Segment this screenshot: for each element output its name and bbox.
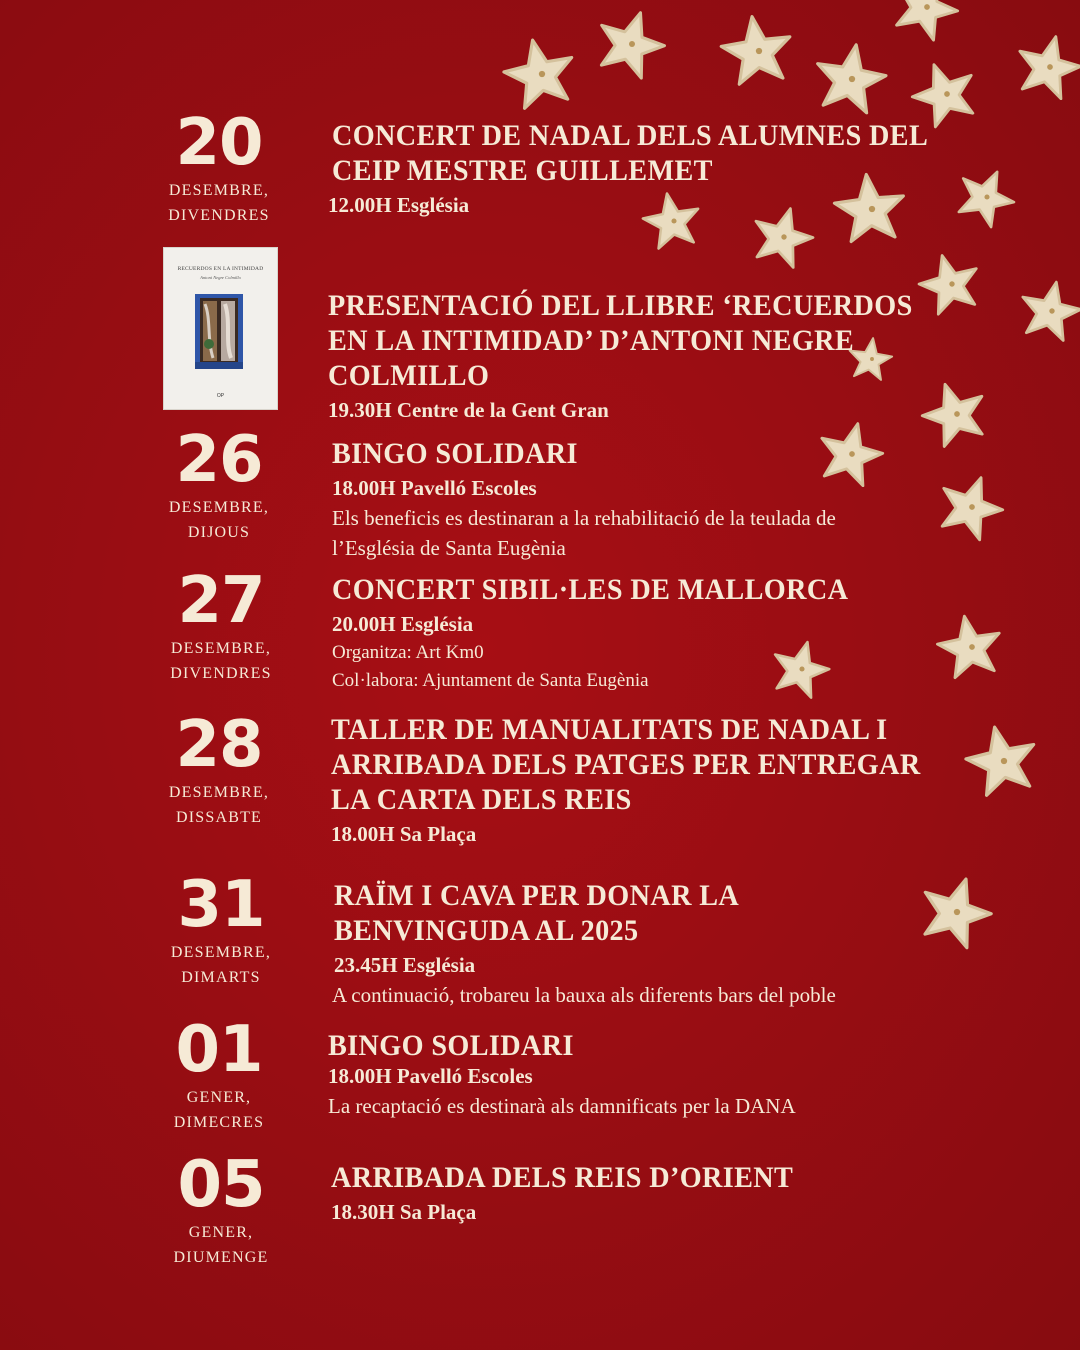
date-block xyxy=(154,425,284,545)
day-number: 31 xyxy=(177,868,265,942)
date-block xyxy=(154,1015,284,1135)
star-center-dot xyxy=(1049,308,1054,313)
book-cover-image xyxy=(164,248,277,409)
star-center-dot xyxy=(781,234,786,239)
star-center-dot xyxy=(1047,64,1053,70)
window-illustration xyxy=(195,294,243,369)
month-label: GENER, xyxy=(188,1224,254,1241)
book-publisher: OP xyxy=(216,393,225,399)
event-item xyxy=(332,572,972,695)
event-item xyxy=(328,1028,968,1121)
weekday-label: DIVENDRES xyxy=(168,207,270,224)
month-label: DESEMBRE, xyxy=(168,182,270,199)
weekday-label: DIVENDRES xyxy=(170,665,272,682)
star-center-dot xyxy=(944,91,950,97)
month-label: DESEMBRE, xyxy=(168,784,270,801)
gold-star-icon xyxy=(961,720,1042,798)
event-item xyxy=(331,712,971,849)
event-time: 12.00H Església xyxy=(328,193,470,217)
event-time: 23.45H Església xyxy=(334,953,476,977)
event-description: La recaptació es destinarà als damnificats per la DANA xyxy=(328,1094,796,1118)
star-center-dot xyxy=(984,194,989,199)
gold-star-icon xyxy=(1016,276,1080,343)
book-author: Antoni Negre Colmillo xyxy=(200,275,241,280)
weekday-label: DIJOUS xyxy=(187,524,251,541)
date-block xyxy=(156,566,286,686)
star-center-dot xyxy=(949,281,954,286)
event-title: PRESENTACIÓ DEL LLIBRE ‘RECUERDOS EN LA INTIMIDAD’ D’ANTONI NEGRE COLMILLO xyxy=(328,289,913,392)
star-center-dot xyxy=(849,76,855,82)
date-block xyxy=(154,710,284,830)
date-block xyxy=(156,1150,286,1270)
weekday-label: DIMECRES xyxy=(173,1114,265,1131)
event-item xyxy=(328,118,972,220)
event-time: 19.30H Centre de la Gent Gran xyxy=(328,398,609,422)
month-label: GENER, xyxy=(186,1089,252,1106)
event-item xyxy=(332,436,972,563)
day-number: 05 xyxy=(177,1148,265,1222)
weekday-label: DIUMENGE xyxy=(173,1249,269,1266)
event-title: CONCERT SIBIL·LES DE MALLORCA xyxy=(332,573,849,606)
event-organizer: Organitza: Art Km0 xyxy=(332,642,484,663)
month-label: DESEMBRE, xyxy=(170,640,272,657)
star-center-dot xyxy=(756,48,762,54)
gold-star-icon xyxy=(1011,29,1080,101)
day-number: 27 xyxy=(177,564,265,638)
event-title: BINGO SOLIDARI xyxy=(328,1029,574,1062)
star-center-dot xyxy=(539,71,545,77)
event-item xyxy=(331,1160,971,1227)
day-number: 20 xyxy=(175,106,263,180)
event-collaborator: Col·labora: Ajuntament de Santa Eugènia xyxy=(332,670,649,691)
event-time: 18.00H Pavelló Escoles xyxy=(328,1064,533,1088)
event-time: 18.30H Sa Plaça xyxy=(331,1200,477,1224)
event-title: CONCERT DE NADAL DELS ALUMNES DEL CEIP MESTRE GUILLEMET xyxy=(332,119,927,187)
star-center-dot xyxy=(629,41,635,47)
event-title: ARRIBADA DELS REIS D’ORIENT xyxy=(331,1161,794,1194)
book-title: RECUERDOS EN LA INTIMIDAD xyxy=(177,266,264,272)
weekday-label: DIMARTS xyxy=(181,969,261,986)
month-label: DESEMBRE, xyxy=(170,944,272,961)
event-title: BINGO SOLIDARI xyxy=(332,437,578,470)
event-description: A continuació, trobareu la bauxa als diferents bars del poble xyxy=(332,983,836,1007)
star-center-dot xyxy=(1001,758,1007,764)
star-center-dot xyxy=(924,4,930,10)
event-time: 18.00H Sa Plaça xyxy=(331,822,477,846)
event-item xyxy=(328,288,968,425)
event-description: Els beneficis es destinaran a la rehabilitació de la teulada de l’Església de Santa Eugènia xyxy=(332,506,836,560)
day-number: 26 xyxy=(175,423,263,497)
gold-star-icon xyxy=(499,33,580,111)
event-title: RAÏM I CAVA PER DONAR LA BENVINGUDA AL 2025 xyxy=(334,879,738,947)
event-title: TALLER DE MANUALITATS DE NADAL I ARRIBADA DELS PATGES PER ENTREGAR LA CARTA DELS REIS xyxy=(331,713,921,816)
weekday-label: DISSABTE xyxy=(175,809,263,826)
day-number: 28 xyxy=(175,708,263,782)
event-item xyxy=(334,878,974,1010)
day-number: 01 xyxy=(175,1013,263,1087)
event-time: 20.00H Església xyxy=(332,612,474,636)
month-label: DESEMBRE, xyxy=(168,499,270,516)
date-block xyxy=(156,870,286,990)
event-time: 18.00H Pavelló Escoles xyxy=(332,476,537,500)
date-block xyxy=(154,108,284,228)
gold-star-icon xyxy=(718,12,796,86)
